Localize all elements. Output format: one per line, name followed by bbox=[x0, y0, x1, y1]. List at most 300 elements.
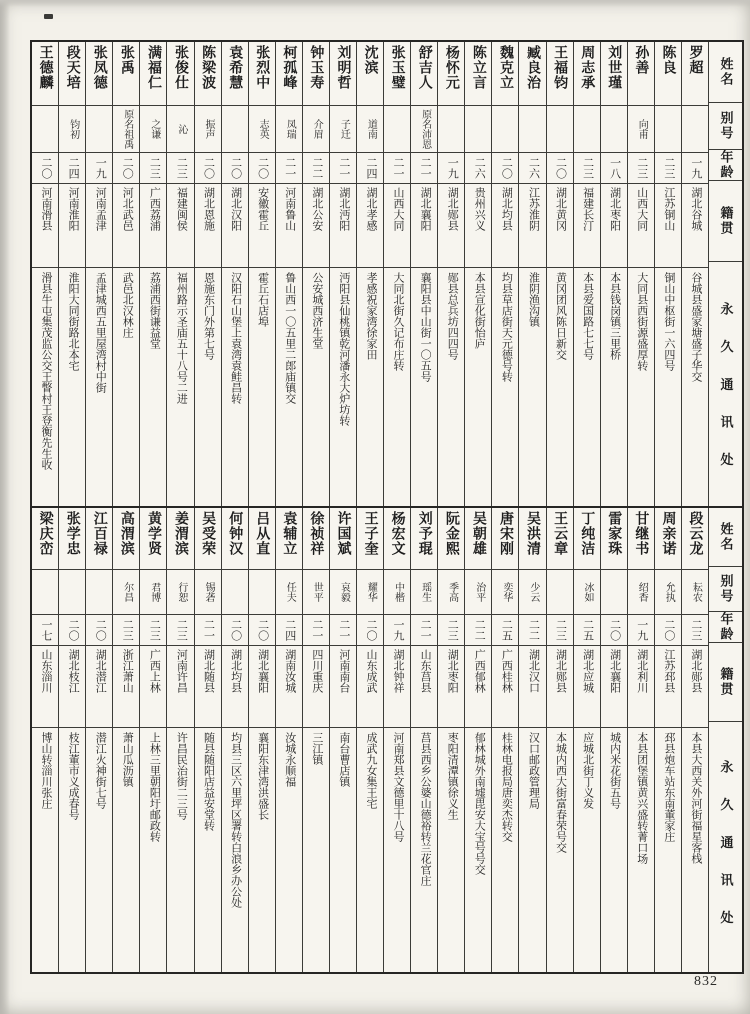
page-number: 832 bbox=[694, 974, 718, 989]
entry-alias-cell: 君博 bbox=[140, 570, 166, 615]
entry-age-cell: 二一 bbox=[411, 153, 437, 184]
entry-alias-cell: 向甫 bbox=[628, 106, 654, 153]
entry-name-cell: 丁纯洁 bbox=[574, 508, 600, 570]
entry-native-cell: 江苏邳县 bbox=[655, 646, 681, 728]
entry-alias-cell: 奕华 bbox=[492, 570, 518, 615]
entry-alias-cell: 介眉 bbox=[303, 106, 329, 153]
entry-address-cell: 枣阳清潭镇徐义生 bbox=[446, 732, 459, 820]
entry-alias-cell bbox=[222, 570, 248, 615]
entry-native-cell: 河南南台 bbox=[330, 646, 356, 728]
entry-age-cell: 二三 bbox=[113, 615, 139, 646]
entry-address-cell: 城内米花街五号 bbox=[608, 732, 621, 809]
entry-name-cell: 陈立言 bbox=[465, 42, 491, 106]
entry-alias-cell bbox=[86, 106, 112, 153]
entry-native-cell: 江苏淮阴 bbox=[519, 184, 545, 268]
entry-native-cell: 山东成武 bbox=[357, 646, 383, 728]
entry-column bbox=[574, 508, 601, 972]
entry-column bbox=[59, 42, 86, 516]
entry-address-cell: 汉阳石山堡上袁湾袁鲑昌转 bbox=[229, 272, 242, 404]
entry-native-cell: 湖北郧县 bbox=[547, 646, 573, 728]
entry-native-cell: 山东淄川 bbox=[32, 646, 58, 728]
entry-name-cell: 王福钧 bbox=[547, 42, 573, 106]
entry-column bbox=[465, 508, 492, 972]
entry-column bbox=[167, 42, 194, 516]
entry-age-cell: 二四 bbox=[357, 153, 383, 184]
entry-age-cell: 二六 bbox=[465, 153, 491, 184]
entry-age-cell: 二〇 bbox=[222, 153, 248, 184]
entry-native-cell: 河南滑县 bbox=[32, 184, 58, 268]
entry-alias-cell bbox=[59, 570, 85, 615]
entry-native-cell: 湖北均县 bbox=[492, 184, 518, 268]
entry-age-cell: 二〇 bbox=[86, 615, 112, 646]
entry-native-cell: 湖北应城 bbox=[574, 646, 600, 728]
entry-address-cell: 恩施东门外第七号 bbox=[202, 272, 215, 360]
entry-native-cell: 广西桂林 bbox=[492, 646, 518, 728]
entry-alias-cell bbox=[86, 570, 112, 615]
entry-age-cell: 二〇 bbox=[492, 153, 518, 184]
entry-alias-cell bbox=[547, 106, 573, 153]
entry-name-cell: 柯孤峰 bbox=[276, 42, 302, 106]
entry-address-cell: 滑县牛屯集茂监公交王瞥村王登衡先生收 bbox=[40, 272, 53, 470]
entry-column bbox=[330, 42, 357, 516]
entry-name-cell: 吴受荣 bbox=[195, 508, 221, 570]
entry-age-cell: 二〇 bbox=[113, 153, 139, 184]
entry-age-cell: 二三 bbox=[438, 615, 464, 646]
entry-alias-cell bbox=[32, 570, 58, 615]
entry-address-cell: 大同县西街源盛厚转 bbox=[635, 272, 648, 371]
entry-name-cell: 张俊仕 bbox=[167, 42, 193, 106]
entry-age-cell: 二五 bbox=[492, 615, 518, 646]
entry-name-cell: 张玉璧 bbox=[384, 42, 410, 106]
entry-name-cell: 沈滨 bbox=[357, 42, 383, 106]
entry-name-cell: 罗超 bbox=[682, 42, 708, 106]
entry-address-cell: 汉口邮政管理局 bbox=[527, 732, 540, 809]
entry-native-cell: 湖北谷城 bbox=[682, 184, 708, 268]
entry-name-cell: 姜渭滨 bbox=[167, 508, 193, 570]
entry-name-cell: 梁庆峦 bbox=[32, 508, 58, 570]
entry-native-cell: 广西荔浦 bbox=[140, 184, 166, 268]
entry-column bbox=[249, 42, 276, 516]
entry-native-cell: 湖北公安 bbox=[303, 184, 329, 268]
entry-column bbox=[113, 508, 140, 972]
entry-column bbox=[86, 508, 113, 972]
entry-native-cell: 广西上林 bbox=[140, 646, 166, 728]
entry-column bbox=[330, 508, 357, 972]
entry-column bbox=[438, 42, 465, 516]
entry-alias-cell: 凤瑞 bbox=[276, 106, 302, 153]
entry-age-cell: 二三 bbox=[682, 615, 708, 646]
entry-address-cell: 三江镇 bbox=[310, 732, 323, 765]
entry-age-cell: 二〇 bbox=[357, 615, 383, 646]
entry-column bbox=[601, 508, 628, 972]
entry-native-cell: 湖北枝江 bbox=[59, 646, 85, 728]
entry-column bbox=[411, 508, 438, 972]
entry-column bbox=[140, 42, 167, 516]
entry-name-cell: 阮金熙 bbox=[438, 508, 464, 570]
entry-address-cell: 铜山中枢街一六四号 bbox=[662, 272, 675, 371]
entry-name-cell: 王子奎 bbox=[357, 508, 383, 570]
entry-address-cell: 黄冈团风陈日新交 bbox=[554, 272, 567, 360]
entry-age-cell: 二一 bbox=[330, 615, 356, 646]
header-column bbox=[709, 508, 742, 972]
entry-age-cell: 二〇 bbox=[59, 615, 85, 646]
entry-address-cell: 均县草店街天元德号转 bbox=[500, 272, 513, 382]
header-age: 年龄 bbox=[709, 150, 742, 181]
entry-alias-cell bbox=[547, 570, 573, 615]
entry-address-cell: 淮阳大同街路北本宅 bbox=[67, 272, 80, 371]
entry-native-cell: 福建闽侯 bbox=[167, 184, 193, 268]
entry-age-cell: 二四 bbox=[59, 153, 85, 184]
header-name: 姓名 bbox=[709, 42, 742, 103]
entry-column bbox=[438, 508, 465, 972]
entry-column bbox=[276, 42, 303, 516]
entry-native-cell: 湖北利川 bbox=[628, 646, 654, 728]
entry-name-cell: 许国斌 bbox=[330, 508, 356, 570]
entry-column bbox=[140, 508, 167, 972]
entry-age-cell: 二二 bbox=[303, 153, 329, 184]
entry-address-cell: 成武九女集王宅 bbox=[364, 732, 377, 809]
entry-age-cell: 一九 bbox=[682, 153, 708, 184]
entry-address-cell: 霍丘石店埠 bbox=[256, 272, 269, 327]
entry-native-cell: 浙江萧山 bbox=[113, 646, 139, 728]
entry-address-cell: 枝江董市义成春号 bbox=[67, 732, 80, 820]
entry-column bbox=[357, 42, 384, 516]
header-address: 永久通讯处 bbox=[718, 759, 734, 949]
entry-native-cell: 湖北襄阳 bbox=[411, 184, 437, 268]
entry-age-cell: 一八 bbox=[601, 153, 627, 184]
directory-table-bottom bbox=[30, 506, 744, 974]
entry-address-cell: 郧县总兵坊四四号 bbox=[446, 272, 459, 360]
entry-name-cell: 雷家珠 bbox=[601, 508, 627, 570]
entry-native-cell: 湖北恩施 bbox=[195, 184, 221, 268]
entry-name-cell: 刘世瑾 bbox=[601, 42, 627, 106]
scan-artifact-speck bbox=[44, 14, 53, 19]
entry-alias-cell: 任夫 bbox=[276, 570, 302, 615]
entry-address-cell: 郁林城外南墟毘安大宝号号交 bbox=[473, 732, 486, 875]
entry-column bbox=[384, 42, 411, 516]
entry-alias-cell: 中楷 bbox=[384, 570, 410, 615]
entry-column bbox=[32, 42, 59, 516]
entry-name-cell: 吕从直 bbox=[249, 508, 275, 570]
entry-column bbox=[628, 508, 655, 972]
entry-alias-cell: 志英 bbox=[249, 106, 275, 153]
entry-address-cell: 武邑北汉林庄 bbox=[121, 272, 134, 338]
entry-native-cell: 湖北随县 bbox=[195, 646, 221, 728]
entry-name-cell: 吴洪清 bbox=[519, 508, 545, 570]
entry-address-cell: 鲁山西一〇五里二郎庙镇交 bbox=[283, 272, 296, 404]
entry-native-cell: 湖北襄阳 bbox=[601, 646, 627, 728]
entry-address-cell: 公安城西济生堂 bbox=[310, 272, 323, 349]
entry-native-cell: 江苏铜山 bbox=[655, 184, 681, 268]
header-address: 永久通讯处 bbox=[718, 301, 734, 491]
entry-address-cell: 邳县炮车站东南董家庄 bbox=[662, 732, 675, 842]
entry-alias-cell: 原名祖禹 bbox=[113, 106, 139, 153]
entry-native-cell: 贵州兴义 bbox=[465, 184, 491, 268]
entry-address-cell: 许昌民治街二三号 bbox=[175, 732, 188, 820]
entry-alias-cell: 子迁 bbox=[330, 106, 356, 153]
entry-alias-cell: 道南 bbox=[357, 106, 383, 153]
entry-alias-cell bbox=[384, 106, 410, 153]
entry-age-cell: 二一 bbox=[303, 615, 329, 646]
entry-age-cell: 二〇 bbox=[601, 615, 627, 646]
entry-column bbox=[249, 508, 276, 972]
entry-age-cell: 二五 bbox=[574, 615, 600, 646]
scan-left-edge-shadow bbox=[0, 0, 10, 1014]
entry-name-cell: 周志承 bbox=[574, 42, 600, 106]
entry-name-cell: 张学忠 bbox=[59, 508, 85, 570]
entry-age-cell: 二三 bbox=[140, 615, 166, 646]
directory-table-top bbox=[30, 40, 744, 518]
entry-name-cell: 陈良 bbox=[655, 42, 681, 106]
entry-name-cell: 甘继书 bbox=[628, 508, 654, 570]
entry-address-cell: 孟津城西五里屋湾村中街 bbox=[94, 272, 107, 393]
entry-name-cell: 臧良治 bbox=[519, 42, 545, 106]
entry-age-cell: 二三 bbox=[167, 615, 193, 646]
entry-age-cell: 二三 bbox=[655, 153, 681, 184]
entry-native-cell: 湖北枣阳 bbox=[601, 184, 627, 268]
entry-age-cell: 二一 bbox=[276, 153, 302, 184]
entry-address-cell: 随县随阳店益安堂转 bbox=[202, 732, 215, 831]
entry-address-cell: 本县宣化街怡庐 bbox=[473, 272, 486, 349]
entry-column bbox=[519, 508, 546, 972]
entry-name-cell: 刘明哲 bbox=[330, 42, 356, 106]
scan-top-edge-shadow bbox=[0, 0, 750, 7]
entry-age-cell: 二二 bbox=[519, 615, 545, 646]
entry-address-cell: 应城北街丁义发 bbox=[581, 732, 594, 809]
entry-alias-cell: 钧初 bbox=[59, 106, 85, 153]
entry-name-cell: 吴朝雄 bbox=[465, 508, 491, 570]
entry-address-cell: 潜江火神街七号 bbox=[94, 732, 107, 809]
entry-alias-cell bbox=[465, 106, 491, 153]
entry-alias-cell bbox=[438, 106, 464, 153]
entry-age-cell: 二〇 bbox=[249, 153, 275, 184]
entry-alias-cell: 哀毅 bbox=[330, 570, 356, 615]
entry-age-cell: 二〇 bbox=[249, 615, 275, 646]
entry-alias-cell bbox=[682, 106, 708, 153]
entry-native-cell: 湖北汉口 bbox=[519, 646, 545, 728]
entry-column bbox=[195, 42, 222, 516]
entry-address-cell: 南台曹店镇 bbox=[337, 732, 350, 787]
entry-name-cell: 满福仁 bbox=[140, 42, 166, 106]
entry-name-cell: 唐宋刚 bbox=[492, 508, 518, 570]
entry-alias-cell: 振声 bbox=[195, 106, 221, 153]
entry-column bbox=[411, 42, 438, 516]
entry-native-cell: 湖北郧县 bbox=[682, 646, 708, 728]
entry-native-cell: 湖北汉阳 bbox=[222, 184, 248, 268]
entry-address-cell: 萧山瓜沥镇 bbox=[121, 732, 134, 787]
header-age: 年龄 bbox=[709, 612, 742, 643]
entry-name-cell: 舒吉人 bbox=[411, 42, 437, 106]
entry-name-cell: 江百禄 bbox=[86, 508, 112, 570]
entry-column bbox=[303, 508, 330, 972]
entry-column bbox=[547, 42, 574, 516]
entry-age-cell: 二一 bbox=[384, 153, 410, 184]
entry-name-cell: 何钟汉 bbox=[222, 508, 248, 570]
entry-name-cell: 周亲诺 bbox=[655, 508, 681, 570]
entry-alias-cell: 锡砻 bbox=[195, 570, 221, 615]
header-native: 籍贯 bbox=[709, 643, 742, 722]
entry-address-cell: 本县团堡镇黄兴盛转菁口场 bbox=[635, 732, 648, 864]
entry-address-cell: 襄阳县中山街一〇五号 bbox=[419, 272, 432, 382]
entry-age-cell: 二一 bbox=[195, 615, 221, 646]
entry-age-cell: 二三 bbox=[140, 153, 166, 184]
entry-address-cell: 上林三里朝阳圩邮政转 bbox=[148, 732, 161, 842]
entry-name-cell: 段天培 bbox=[59, 42, 85, 106]
entry-alias-cell: 治平 bbox=[465, 570, 491, 615]
entry-alias-cell bbox=[601, 106, 627, 153]
entry-address-cell: 汝城永顺福 bbox=[283, 732, 296, 787]
entry-address-cell: 福州路示圣庙五十八号二进 bbox=[175, 272, 188, 404]
entry-native-cell: 安徽霍丘 bbox=[249, 184, 275, 268]
entry-age-cell: 二一 bbox=[330, 153, 356, 184]
entry-native-cell: 福建长汀 bbox=[574, 184, 600, 268]
entry-column bbox=[655, 42, 682, 516]
entry-name-cell: 徐祯祥 bbox=[303, 508, 329, 570]
entry-native-cell: 湖北郧县 bbox=[438, 184, 464, 268]
entry-alias-cell: 允执 bbox=[655, 570, 681, 615]
entry-native-cell: 湖北孝感 bbox=[357, 184, 383, 268]
entry-column bbox=[655, 508, 682, 972]
entry-alias-cell: 耘农 bbox=[682, 570, 708, 615]
entry-column bbox=[195, 508, 222, 972]
entry-name-cell: 张禹 bbox=[113, 42, 139, 106]
entry-address-cell: 博山转淄川张庄 bbox=[40, 732, 53, 809]
entry-name-cell: 杨宏文 bbox=[384, 508, 410, 570]
entry-name-cell: 高渭滨 bbox=[113, 508, 139, 570]
entry-age-cell: 二〇 bbox=[32, 153, 58, 184]
entry-name-cell: 张烈中 bbox=[249, 42, 275, 106]
entry-column bbox=[492, 42, 519, 516]
entry-column bbox=[167, 508, 194, 972]
entry-native-cell: 湖北襄阳 bbox=[249, 646, 275, 728]
entry-native-cell: 湖北黄冈 bbox=[547, 184, 573, 268]
header-column bbox=[709, 42, 742, 516]
entry-column bbox=[384, 508, 411, 972]
entry-column bbox=[519, 42, 546, 516]
entry-address-cell: 荔浦西街谦益堂 bbox=[148, 272, 161, 349]
entry-age-cell: 二三 bbox=[628, 153, 654, 184]
entry-alias-cell: 绍香 bbox=[628, 570, 654, 615]
entry-column bbox=[357, 508, 384, 972]
entry-native-cell: 湖北潜江 bbox=[86, 646, 112, 728]
entry-column bbox=[682, 508, 709, 972]
entry-native-cell: 山西大同 bbox=[384, 184, 410, 268]
entry-age-cell: 二一 bbox=[411, 615, 437, 646]
entry-native-cell: 湖北均县 bbox=[222, 646, 248, 728]
entry-alias-cell: 瑶生 bbox=[411, 570, 437, 615]
entry-age-cell: 二〇 bbox=[222, 615, 248, 646]
entry-alias-cell: 季高 bbox=[438, 570, 464, 615]
entry-column bbox=[628, 42, 655, 516]
entry-age-cell: 二〇 bbox=[547, 153, 573, 184]
entry-age-cell: 二三 bbox=[547, 615, 573, 646]
entry-address-cell: 本县钱岗镇三里桥 bbox=[608, 272, 621, 360]
entry-name-cell: 袁辅立 bbox=[276, 508, 302, 570]
entry-column bbox=[682, 42, 709, 516]
entry-native-cell: 湖南汝城 bbox=[276, 646, 302, 728]
entry-name-cell: 刘予琨 bbox=[411, 508, 437, 570]
entry-age-cell: 二六 bbox=[519, 153, 545, 184]
entry-alias-cell: 之谦 bbox=[140, 106, 166, 153]
entry-column bbox=[86, 42, 113, 516]
entry-native-cell: 河南鲁山 bbox=[276, 184, 302, 268]
entry-native-cell: 湖北沔阳 bbox=[330, 184, 356, 268]
entry-native-cell: 河南孟津 bbox=[86, 184, 112, 268]
entry-alias-cell: 世平 bbox=[303, 570, 329, 615]
entry-name-cell: 张凤德 bbox=[86, 42, 112, 106]
entry-age-cell: 二〇 bbox=[195, 153, 221, 184]
entry-alias-cell bbox=[601, 570, 627, 615]
entry-age-cell: 一九 bbox=[384, 615, 410, 646]
entry-age-cell: 二四 bbox=[276, 615, 302, 646]
entry-alias-cell: 冰如 bbox=[574, 570, 600, 615]
entry-column bbox=[303, 42, 330, 516]
entry-name-cell: 王云章 bbox=[547, 508, 573, 570]
entry-name-cell: 孙善 bbox=[628, 42, 654, 106]
entry-address-cell: 本县大西关外河街福星客栈 bbox=[689, 732, 702, 864]
entry-address-cell: 本县爱国路七七号 bbox=[581, 272, 594, 360]
entry-native-cell: 河南许昌 bbox=[167, 646, 193, 728]
entry-native-cell: 山西大同 bbox=[628, 184, 654, 268]
entry-address-cell: 孝感祝家湾徐家田 bbox=[364, 272, 377, 360]
entry-alias-cell: 行恕 bbox=[167, 570, 193, 615]
entry-column bbox=[492, 508, 519, 972]
entry-column bbox=[465, 42, 492, 516]
entry-alias-cell: 少云 bbox=[519, 570, 545, 615]
entry-name-cell: 黄学贤 bbox=[140, 508, 166, 570]
entry-address-cell: 襄阳东津湾洪盛长 bbox=[256, 732, 269, 820]
entry-native-cell: 河南淮阳 bbox=[59, 184, 85, 268]
entry-address-cell: 桂林电报局唐奕杰转交 bbox=[500, 732, 513, 842]
entry-name-cell: 袁希慧 bbox=[222, 42, 248, 106]
entry-column bbox=[222, 42, 249, 516]
entry-alias-cell bbox=[574, 106, 600, 153]
entry-name-cell: 陈梁波 bbox=[195, 42, 221, 106]
entry-alias-cell bbox=[655, 106, 681, 153]
entry-age-cell: 二三 bbox=[167, 153, 193, 184]
entry-column bbox=[113, 42, 140, 516]
entry-native-cell: 广西郁林 bbox=[465, 646, 491, 728]
entry-alias-cell bbox=[249, 570, 275, 615]
entry-address-cell: 均县三区六里坪区署转白浪乡办公处 bbox=[229, 732, 242, 908]
entry-address-cell: 谷城县盛家塘盛子华交 bbox=[689, 272, 702, 382]
entry-native-cell: 湖北钟祥 bbox=[384, 646, 410, 728]
header-native: 籍贯 bbox=[709, 181, 742, 262]
entry-column bbox=[601, 42, 628, 516]
entry-age-cell: 二二 bbox=[465, 615, 491, 646]
entry-alias-cell: 原名沛恩 bbox=[411, 106, 437, 153]
entry-name-cell: 王德麟 bbox=[32, 42, 58, 106]
entry-age-cell: 一九 bbox=[438, 153, 464, 184]
entry-address-cell: 莒县西乡公婆山德裕转兰花官庄 bbox=[419, 732, 432, 886]
entry-native-cell: 湖北枣阳 bbox=[438, 646, 464, 728]
entry-age-cell: 一九 bbox=[628, 615, 654, 646]
entry-alias-cell bbox=[519, 106, 545, 153]
entry-alias-cell: 耀华 bbox=[357, 570, 383, 615]
entry-alias-cell: 尔昌 bbox=[113, 570, 139, 615]
entry-alias-cell bbox=[222, 106, 248, 153]
entry-column bbox=[32, 508, 59, 972]
entry-alias-cell bbox=[492, 106, 518, 153]
entry-native-cell: 四川重庆 bbox=[303, 646, 329, 728]
entry-native-cell: 山东莒县 bbox=[411, 646, 437, 728]
entry-age-cell: 一七 bbox=[32, 615, 58, 646]
entry-address-cell: 河南郑县文德里十八号 bbox=[392, 732, 405, 842]
entry-name-cell: 杨怀元 bbox=[438, 42, 464, 106]
entry-age-cell: 一九 bbox=[86, 153, 112, 184]
entry-name-cell: 钟玉寿 bbox=[303, 42, 329, 106]
entry-column bbox=[574, 42, 601, 516]
